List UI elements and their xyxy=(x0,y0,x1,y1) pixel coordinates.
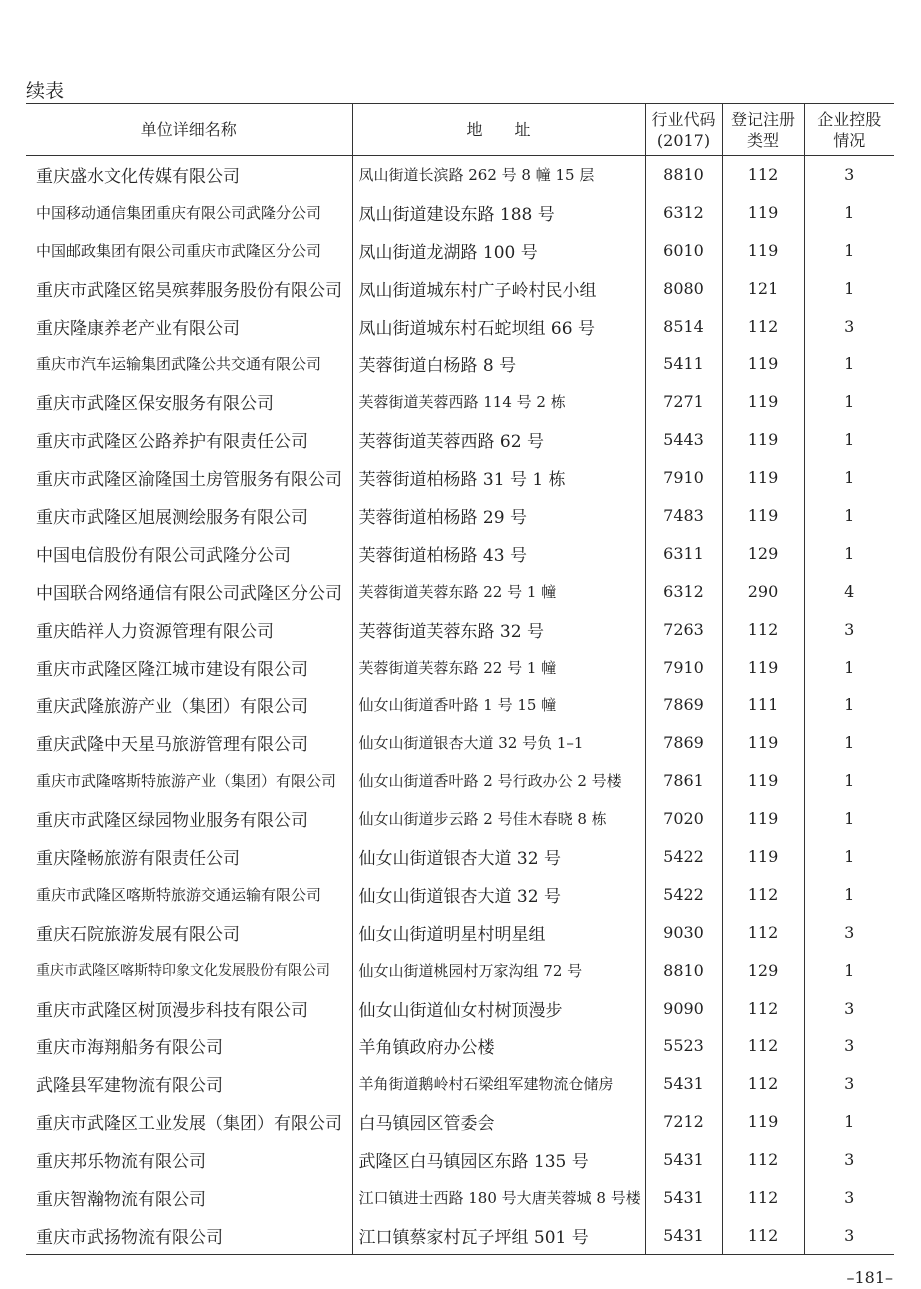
industry-code-cell: 7020 xyxy=(645,800,722,838)
address-cell: 芙蓉街道柏杨路 43 号 xyxy=(352,534,645,572)
table-row xyxy=(26,610,894,648)
header-holding-line1: 企业控股 xyxy=(817,109,882,129)
address-cell: 仙女山街道香叶路 1 号 15 幢 xyxy=(352,686,645,724)
holding-cell: 1 xyxy=(804,345,894,383)
address-cell: 芙蓉街道芙蓉东路 22 号 1 幢 xyxy=(352,648,645,686)
industry-code-cell: 9030 xyxy=(645,913,722,951)
registration-type-cell: 112 xyxy=(722,913,804,951)
table-row xyxy=(26,762,894,800)
table-row xyxy=(26,1216,894,1254)
table-row xyxy=(26,875,894,913)
industry-code-cell: 6312 xyxy=(645,572,722,610)
holding-cell: 3 xyxy=(804,156,894,194)
address-cell: 仙女山街道仙女村树顶漫步 xyxy=(352,989,645,1027)
industry-code-cell: 6312 xyxy=(645,193,722,231)
address-cell: 芙蓉街道柏杨路 29 号 xyxy=(352,497,645,535)
address-cell: 芙蓉街道芙蓉西路 114 号 2 栋 xyxy=(352,383,645,421)
table-row xyxy=(26,800,894,838)
industry-code-cell: 7910 xyxy=(645,459,722,497)
table-row xyxy=(26,193,894,231)
registration-type-cell: 112 xyxy=(722,875,804,913)
address-cell: 白马镇园区管委会 xyxy=(352,1103,645,1141)
unit-name-cell: 中国电信股份有限公司武隆分公司 xyxy=(36,545,291,566)
holding-cell: 3 xyxy=(804,1216,894,1254)
registration-type-cell: 112 xyxy=(722,1141,804,1179)
industry-code-cell: 9090 xyxy=(645,989,722,1027)
address-cell: 芙蓉街道柏杨路 31 号 1 栋 xyxy=(352,459,645,497)
unit-name-cell: 中国移动通信集团重庆有限公司武隆分公司 xyxy=(36,203,322,222)
address-cell: 芙蓉街道白杨路 8 号 xyxy=(352,345,645,383)
unit-name-cell: 中国邮政集团有限公司重庆市武隆区分公司 xyxy=(36,241,322,260)
unit-name-cell: 重庆市武隆喀斯特旅游产业（集团）有限公司 xyxy=(36,772,337,791)
registration-type-cell: 119 xyxy=(722,345,804,383)
header-registration-type-line1: 登记注册 xyxy=(730,109,795,129)
unit-name-cell: 重庆市武隆区绿园物业服务有限公司 xyxy=(36,811,308,832)
unit-name-cell: 重庆市武隆区树顶漫步科技有限公司 xyxy=(36,1000,308,1021)
holding-cell: 4 xyxy=(804,572,894,610)
holding-cell: 1 xyxy=(804,534,894,572)
registration-type-cell: 112 xyxy=(722,307,804,345)
holding-cell: 1 xyxy=(804,686,894,724)
address-cell: 芙蓉街道芙蓉东路 22 号 1 幢 xyxy=(352,572,645,610)
registration-type-cell: 112 xyxy=(722,1179,804,1217)
registration-type-cell: 121 xyxy=(722,269,804,307)
holding-cell: 3 xyxy=(804,1027,894,1065)
address-cell: 羊角镇政府办公楼 xyxy=(352,1027,645,1065)
industry-code-cell: 7271 xyxy=(645,383,722,421)
holding-cell: 3 xyxy=(804,610,894,648)
unit-name-cell: 重庆市武隆区公路养护有限责任公司 xyxy=(36,432,308,453)
address-cell: 仙女山街道银杏大道 32 号 xyxy=(352,838,645,876)
industry-code-cell: 6311 xyxy=(645,534,722,572)
industry-code-cell: 7263 xyxy=(645,610,722,648)
registration-type-cell: 129 xyxy=(722,534,804,572)
header-name: 单位详细名称 xyxy=(140,120,237,139)
registration-type-cell: 119 xyxy=(722,724,804,762)
unit-name-cell: 重庆市武隆区喀斯特印象文化发展股份有限公司 xyxy=(36,963,330,980)
holding-cell: 1 xyxy=(804,875,894,913)
industry-code-cell: 5422 xyxy=(645,838,722,876)
header-registration-type-line2: 类型 xyxy=(746,130,779,150)
industry-code-cell: 7869 xyxy=(645,686,722,724)
header-holding xyxy=(804,104,894,156)
address-cell: 仙女山街道明星村明星组 xyxy=(352,913,645,951)
table-caption: 续表 xyxy=(26,80,65,102)
industry-code-cell: 7869 xyxy=(645,724,722,762)
industry-code-cell: 7910 xyxy=(645,648,722,686)
registration-type-cell: 119 xyxy=(722,231,804,269)
industry-code-cell: 8810 xyxy=(645,951,722,989)
address-cell: 凤山街道城东村石蛇坝组 66 号 xyxy=(352,307,645,345)
industry-code-cell: 5523 xyxy=(645,1027,722,1065)
unit-name-cell: 重庆市汽车运输集团武隆公共交通有限公司 xyxy=(36,355,322,374)
address-cell: 仙女山街道桃园村万家沟组 72 号 xyxy=(352,951,645,989)
table-row xyxy=(26,345,894,383)
registration-type-cell: 112 xyxy=(722,989,804,1027)
table-row xyxy=(26,724,894,762)
industry-code-cell: 6010 xyxy=(645,231,722,269)
holding-cell: 1 xyxy=(804,648,894,686)
address-cell: 仙女山街道步云路 2 号佳木春晓 8 栋 xyxy=(352,800,645,838)
table-row xyxy=(26,1103,894,1141)
holding-cell: 1 xyxy=(804,951,894,989)
unit-name-cell: 重庆智瀚物流有限公司 xyxy=(36,1189,206,1210)
address-cell: 芙蓉街道芙蓉西路 62 号 xyxy=(352,421,645,459)
address-cell: 羊角街道鹅岭村石梁组军建物流仓储房 xyxy=(352,1065,645,1103)
industry-code-cell: 5431 xyxy=(645,1179,722,1217)
registration-type-cell: 112 xyxy=(722,1027,804,1065)
holding-cell: 1 xyxy=(804,762,894,800)
table-row xyxy=(26,913,894,951)
registration-type-cell: 119 xyxy=(722,459,804,497)
address-cell: 仙女山街道香叶路 2 号行政办公 2 号楼 xyxy=(352,762,645,800)
holding-cell: 1 xyxy=(804,497,894,535)
holding-cell: 1 xyxy=(804,724,894,762)
industry-code-cell: 5431 xyxy=(645,1141,722,1179)
industry-code-cell: 8080 xyxy=(645,269,722,307)
table-row xyxy=(26,231,894,269)
table-row xyxy=(26,1179,894,1217)
table-row xyxy=(26,1141,894,1179)
industry-code-cell: 8514 xyxy=(645,307,722,345)
unit-name-cell: 重庆隆康养老产业有限公司 xyxy=(36,318,240,339)
industry-code-cell: 8810 xyxy=(645,156,722,194)
address-cell: 凤山街道龙湖路 100 号 xyxy=(352,231,645,269)
table-row xyxy=(26,648,894,686)
page-number: –181– xyxy=(846,1268,893,1287)
unit-name-cell: 重庆市武隆区喀斯特旅游交通运输有限公司 xyxy=(36,885,322,904)
address-cell: 芙蓉街道芙蓉东路 32 号 xyxy=(352,610,645,648)
table-header xyxy=(26,104,894,156)
header-industry-code xyxy=(645,104,722,156)
unit-name-cell: 重庆市武扬物流有限公司 xyxy=(36,1227,223,1248)
holding-cell: 3 xyxy=(804,307,894,345)
registration-type-cell: 119 xyxy=(722,421,804,459)
table-row xyxy=(26,497,894,535)
holding-cell: 1 xyxy=(804,421,894,459)
industry-code-cell: 5411 xyxy=(645,345,722,383)
address-cell: 江口镇蔡家村瓦子坪组 501 号 xyxy=(352,1216,645,1254)
industry-code-cell: 5443 xyxy=(645,421,722,459)
holding-cell: 3 xyxy=(804,1065,894,1103)
unit-name-cell: 重庆皓祥人力资源管理有限公司 xyxy=(36,621,274,642)
unit-name-cell: 中国联合网络通信有限公司武隆区分公司 xyxy=(36,583,342,604)
address-cell: 江口镇进士西路 180 号大唐芙蓉城 8 号楼 xyxy=(352,1179,645,1217)
address-cell: 武隆区白马镇园区东路 135 号 xyxy=(352,1141,645,1179)
address-cell: 仙女山街道银杏大道 32 号 xyxy=(352,875,645,913)
industry-code-cell: 7861 xyxy=(645,762,722,800)
table-row xyxy=(26,534,894,572)
holding-cell: 1 xyxy=(804,231,894,269)
registration-type-cell: 119 xyxy=(722,383,804,421)
table-row xyxy=(26,459,894,497)
table-row xyxy=(26,421,894,459)
registration-type-cell: 119 xyxy=(722,497,804,535)
header-holding-line2: 情况 xyxy=(833,130,866,150)
address-cell: 仙女山街道银杏大道 32 号负 1–1 xyxy=(352,724,645,762)
unit-name-cell: 重庆市武隆区工业发展（集团）有限公司 xyxy=(36,1114,342,1135)
table-row xyxy=(26,686,894,724)
unit-name-cell: 重庆市海翔船务有限公司 xyxy=(36,1038,223,1059)
holding-cell: 1 xyxy=(804,383,894,421)
address-cell: 凤山街道建设东路 188 号 xyxy=(352,193,645,231)
unit-name-cell: 重庆邦乐物流有限公司 xyxy=(36,1152,206,1173)
holding-cell: 3 xyxy=(804,1179,894,1217)
enterprise-table xyxy=(26,103,894,1255)
industry-code-cell: 5422 xyxy=(645,875,722,913)
header-address: 地 址 xyxy=(352,104,645,156)
industry-code-cell: 7483 xyxy=(645,497,722,535)
registration-type-cell: 119 xyxy=(722,193,804,231)
table-row xyxy=(26,383,894,421)
holding-cell: 1 xyxy=(804,800,894,838)
registration-type-cell: 112 xyxy=(722,610,804,648)
holding-cell: 3 xyxy=(804,989,894,1027)
unit-name-cell: 重庆市武隆区旭展测绘服务有限公司 xyxy=(36,507,308,528)
unit-name-cell: 重庆市武隆区隆江城市建设有限公司 xyxy=(36,659,308,680)
holding-cell: 1 xyxy=(804,459,894,497)
unit-name-cell: 武隆县军建物流有限公司 xyxy=(36,1076,223,1097)
registration-type-cell: 119 xyxy=(722,800,804,838)
registration-type-cell: 119 xyxy=(722,838,804,876)
header-industry-code-line1: 行业代码 xyxy=(651,109,716,129)
address-cell: 凤山街道城东村广子岭村民小组 xyxy=(352,269,645,307)
header-industry-code-line2: (2017) xyxy=(656,130,711,150)
header-registration-type xyxy=(722,104,804,156)
holding-cell: 1 xyxy=(804,269,894,307)
table-row xyxy=(26,307,894,345)
industry-code-cell: 5431 xyxy=(645,1065,722,1103)
registration-type-cell: 290 xyxy=(722,572,804,610)
table-row xyxy=(26,1065,894,1103)
industry-code-cell: 5431 xyxy=(645,1216,722,1254)
registration-type-cell: 129 xyxy=(722,951,804,989)
registration-type-cell: 112 xyxy=(722,156,804,194)
registration-type-cell: 119 xyxy=(722,762,804,800)
table-row xyxy=(26,572,894,610)
unit-name-cell: 重庆武隆中天星马旅游管理有限公司 xyxy=(36,735,308,756)
unit-name-cell: 重庆市武隆区铭昊殡葬服务股份有限公司 xyxy=(36,280,342,301)
unit-name-cell: 重庆市武隆区渝隆国土房管服务有限公司 xyxy=(36,470,342,491)
table-row xyxy=(26,838,894,876)
registration-type-cell: 119 xyxy=(722,1103,804,1141)
table-row xyxy=(26,989,894,1027)
table-row xyxy=(26,269,894,307)
holding-cell: 1 xyxy=(804,838,894,876)
table-row xyxy=(26,951,894,989)
table-row xyxy=(26,1027,894,1065)
registration-type-cell: 112 xyxy=(722,1065,804,1103)
holding-cell: 1 xyxy=(804,1103,894,1141)
registration-type-cell: 111 xyxy=(722,686,804,724)
industry-code-cell: 7212 xyxy=(645,1103,722,1141)
holding-cell: 3 xyxy=(804,1141,894,1179)
unit-name-cell: 重庆市武隆区保安服务有限公司 xyxy=(36,394,274,415)
unit-name-cell: 重庆石院旅游发展有限公司 xyxy=(36,924,240,945)
address-cell: 凤山街道长滨路 262 号 8 幢 15 层 xyxy=(352,156,645,194)
unit-name-cell: 重庆隆畅旅游有限责任公司 xyxy=(36,848,240,869)
registration-type-cell: 112 xyxy=(722,1216,804,1254)
unit-name-cell: 重庆武隆旅游产业（集团）有限公司 xyxy=(36,697,308,718)
table-body xyxy=(26,156,894,1255)
unit-name-cell: 重庆盛水文化传媒有限公司 xyxy=(36,167,240,188)
registration-type-cell: 119 xyxy=(722,648,804,686)
table-row xyxy=(26,156,894,194)
holding-cell: 1 xyxy=(804,193,894,231)
holding-cell: 3 xyxy=(804,913,894,951)
